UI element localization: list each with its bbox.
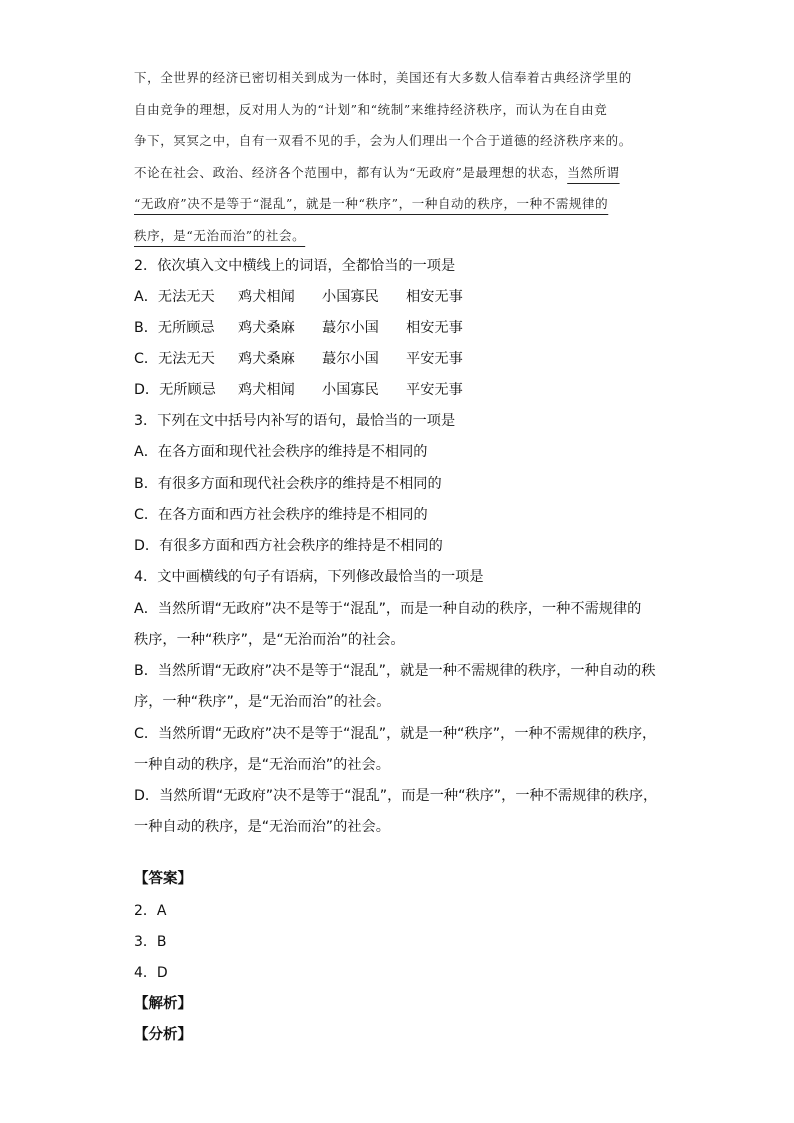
analysis-subheading: 【分析】 [134,1027,192,1043]
passage-line: 自由竞争的理想，反对用人为的“计划”和“统制”来维持经济秩序，而认为在自由竞 [134,101,608,117]
question-4-option-d-line2: 一种自动的秩序，是“无治而治”的社会。 [134,819,390,835]
question-2-option-a: A．无法无天 鸡犬相闻 小国寡民 相安无事 [134,289,463,305]
question-3-option-a: A．在各方面和现代社会秩序的维持是不相同的 [134,444,428,460]
question-4-option-c-line1: C．当然所谓“无政府”决不是等于“混乱”，就是一种“秩序”，一种不需规律的秩序， [134,726,657,742]
answer-item: 4．D [134,965,168,981]
passage-line: 下，全世界的经济已密切相关到成为一体时，美国还有大多数人信奉着古典经济学里的 [134,70,632,85]
question-4-option-a-line1: A．当然所谓“无政府”决不是等于“混乱”，而是一种自动的秩序，一种不需规律的 [134,601,642,617]
question-4-option-d-line1: D．当然所谓“无政府”决不是等于“混乱”，而是一种“秩序”，一种不需规律的秩序， [134,788,658,804]
analysis-heading: 【解析】 [134,996,192,1012]
question-3-option-b: B．有很多方面和现代社会秩序的维持是不相同的 [134,476,442,492]
question-4-option-c-line2: 一种自动的秩序，是“无治而治”的社会。 [134,757,390,773]
passage-line [134,188,664,220]
question-4-option-a-line2: 秩序，一种“秩序”，是“无治而治”的社会。 [134,632,405,648]
question-2-stem: 2．依次填入文中横线上的词语，全都恰当的一项是 [134,258,456,274]
answer-heading: 【答案】 [134,871,192,887]
underlined-sentence: 当然所谓 [567,164,620,180]
passage-line [134,220,664,252]
question-2-option-b: B．无所顾忌 鸡犬桑麻 蕞尔小国 相安无事 [134,320,463,336]
passage-line: 争下，冥冥之中，自有一双看不见的手，会为人们理出一个合于道德的经济秩序来的。 [134,133,632,149]
passage-line [134,157,664,189]
question-4-stem: 4．文中画横线的句子有语病，下列修改最恰当的一项是 [134,569,484,585]
question-3-option-d: D．有很多方面和西方社会秩序的维持是不相同的 [134,538,443,554]
question-4-option-b-line2: 序，一种“秩序”，是“无治而治”的社会。 [134,694,391,710]
question-2-option-c: C．无法无天 鸡犬桑麻 蕞尔小国 平安无事 [134,351,463,367]
answer-item: 3．B [134,934,167,950]
passage-plain-text: 不论在社会、政治、经济各个范围中，都有认为“无政府”是最理想的状态， [134,164,568,180]
underlined-sentence: 秩序，是“无治而治”的社会。 [134,227,306,243]
answer-item: 2．A [134,903,167,919]
question-2-option-d: D．无所顾忌 鸡犬相闻 小国寡民 平安无事 [134,382,463,398]
question-4-option-b-line1: B．当然所谓“无政府”决不是等于“混乱”，就是一种不需规律的秩序，一种自动的秩 [134,663,656,679]
passage-text [134,62,664,252]
question-3-stem: 3．下列在文中括号内补写的语句，最恰当的一项是 [134,413,456,429]
underlined-sentence: “无政府”决不是等于“混乱”，就是一种“秩序”，一种自动的秩序，一种不需规律的 [134,196,609,212]
question-3-option-c: C．在各方面和西方社会秩序的维持是不相同的 [134,507,428,523]
